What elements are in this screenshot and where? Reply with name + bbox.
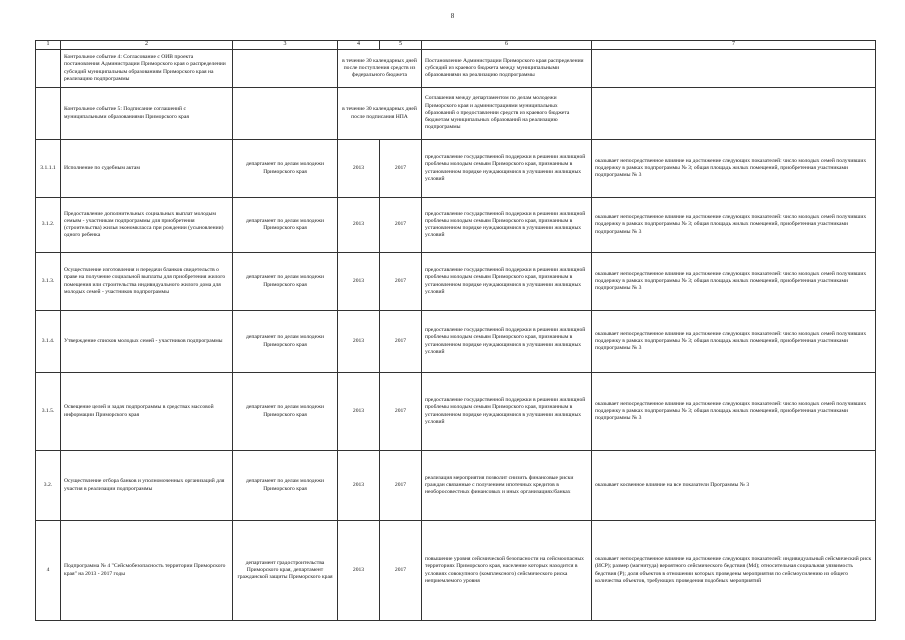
program-events-table bbox=[35, 40, 876, 621]
indicator-link bbox=[592, 88, 876, 140]
row-number: 3.1.4. bbox=[36, 311, 61, 373]
executor: департамент по делам молодежи Приморского края bbox=[233, 198, 338, 253]
deadline: в течение 30 календарных дней после поступления средств из федерального бюджета bbox=[338, 50, 422, 88]
table-row bbox=[36, 198, 876, 253]
event-name: Контрольное событие 4: Согласование с ОИВ проекта постановления Администрации Приморского края о распределении субсидий муниципальным образованиям Приморского края на реализацию подпрограммы bbox=[61, 50, 233, 88]
table-row bbox=[36, 451, 876, 521]
header-cell: 1 bbox=[36, 41, 61, 50]
end-year: 2017 bbox=[380, 451, 422, 521]
row-number: 3.1.5. bbox=[36, 373, 61, 451]
row-number: 3.1.1.1 bbox=[36, 140, 61, 198]
executor: департамент по делам молодежи Приморского края bbox=[233, 373, 338, 451]
table-row bbox=[36, 50, 876, 88]
start-year: 2013 bbox=[338, 521, 380, 621]
end-year: 2017 bbox=[380, 253, 422, 311]
indicator-link: оказывает непосредственное влияние на достижение следующих показателей: число молодых семей получивших поддержку в рамках подпрограммы № 3; общая площадь жилых помещений, приобретенная участниками подпрограммы № 3 bbox=[592, 253, 876, 311]
event-name: Осуществление изготовления и передачи бланков свидетельств о праве на получение социальной выплаты для приобретения жилого помещения или строительства индивидуального жилого дома для молодых семей - участников подпрограммы bbox=[61, 253, 233, 311]
table-row bbox=[36, 373, 876, 451]
row-number: 3.2. bbox=[36, 451, 61, 521]
table-row bbox=[36, 521, 876, 621]
executor: департамент градостроительства Приморского края, департамент гражданской защиты Приморского края bbox=[233, 521, 338, 621]
end-year: 2017 bbox=[380, 311, 422, 373]
start-year: 2013 bbox=[338, 140, 380, 198]
start-year: 2013 bbox=[338, 451, 380, 521]
start-year: 2013 bbox=[338, 253, 380, 311]
table-header-row bbox=[36, 41, 876, 50]
header-cell: 2 bbox=[61, 41, 233, 50]
end-year: 2017 bbox=[380, 373, 422, 451]
table-row bbox=[36, 88, 876, 140]
start-year: 2013 bbox=[338, 198, 380, 253]
expected-result: Соглашения между департаментом по делам молодежи Приморского края и администрациями муниципальных образований о предоставлении средств из краевого бюджета бюджетам муниципальных образований на реализацию подпрограммы bbox=[422, 88, 592, 140]
header-cell: 6 bbox=[422, 41, 592, 50]
expected-result: предоставление государственной поддержки в решении жилищной проблемы молодым семьям Приморского края, признанным в установленном порядке нуждающимися в улучшении жилищных условий bbox=[422, 311, 592, 373]
executor: департамент по делам молодежи Приморского края bbox=[233, 140, 338, 198]
executor: департамент по делам молодежи Приморского края bbox=[233, 311, 338, 373]
expected-result: Постановление Администрации Приморского края распределении субсидий из краевого бюджета между муниципальными образованиями на реализацию подпрограммы bbox=[422, 50, 592, 88]
header-cell: 3 bbox=[233, 41, 338, 50]
table-row bbox=[36, 253, 876, 311]
event-name: Осуществление отбора банков и уполномоченных организаций для участия в реализации подпрограммы bbox=[61, 451, 233, 521]
row-number: 3.1.3. bbox=[36, 253, 61, 311]
executor: департамент по делам молодежи Приморского края bbox=[233, 451, 338, 521]
expected-result: повышение уровня сейсмической безопасности на сейсмоопасных территориях Приморского края, население которых находится в условиях совокупного (комплексного) сейсмического риска неприемлемого уровня bbox=[422, 521, 592, 621]
indicator-link: оказывает непосредственное влияние на достижение следующих показателей: число молодых семей получивших поддержку в рамках подпрограммы № 3; общая площадь жилых помещений, приобретенная участниками подпрограммы № 3 bbox=[592, 311, 876, 373]
expected-result: предоставление государственной поддержки в решении жилищной проблемы молодым семьям Приморского края, признанным в установленном порядке нуждающимися в улучшении жилищных условий bbox=[422, 373, 592, 451]
header-cell: 4 bbox=[338, 41, 380, 50]
indicator-link: оказывает непосредственное влияние на достижение следующих показателей: число молодых семей получивших поддержку в рамках подпрограммы № 3; общая площадь жилых помещений, приобретенная участниками подпрограммы № 3 bbox=[592, 373, 876, 451]
row-number: 3.1.2. bbox=[36, 198, 61, 253]
row-number bbox=[36, 88, 61, 140]
header-cell: 7 bbox=[592, 41, 876, 50]
page-number: 8 bbox=[450, 12, 455, 20]
event-name: Контрольное событие 5: Подписание соглашений с муниципальными образованиями Приморского края bbox=[61, 88, 233, 140]
event-name: Предоставление дополнительных социальных выплат молодым семьям - участникам подпрограммы для приобретения (строительства) жилья экономкласса при рождении (усыновлении) одного ребенка bbox=[61, 198, 233, 253]
executor bbox=[233, 88, 338, 140]
row-number: 4 bbox=[36, 521, 61, 621]
end-year: 2017 bbox=[380, 198, 422, 253]
event-name: Освещение целей и задач подпрограммы в средствах массовой информации Приморского края bbox=[61, 373, 233, 451]
event-name: Утверждение списков молодых семей - участников подпрограммы bbox=[61, 311, 233, 373]
start-year: 2013 bbox=[338, 373, 380, 451]
indicator-link: оказывает непосредственное влияние на достижение следующих показателей: индивидуальный сейсмический риск (ИСР); размер (магнитуда) вероятного сейсмического бедствия (Md); относительная социальная уязвимость бедствия (Р); доля объектов в отношении которых проведены мероприятия по сейсмоусилению из общего количества объектов, требующих проведения подобных мероприятий bbox=[592, 521, 876, 621]
expected-result: предоставление государственной поддержки в решении жилищной проблемы молодым семьям Приморского края, признанным в установленном порядке нуждающимися в улучшении жилищных условий bbox=[422, 198, 592, 253]
end-year: 2017 bbox=[380, 140, 422, 198]
indicator-link: оказывает непосредственное влияние на достижение следующих показателей: число молодых семей получивших поддержку в рамках подпрограммы № 3; общая площадь жилых помещений, приобретенная участниками подпрограммы № 3 bbox=[592, 140, 876, 198]
event-name: Исполнение по судебным актам bbox=[61, 140, 233, 198]
row-number bbox=[36, 50, 61, 88]
indicator-link bbox=[592, 50, 876, 88]
header-cell: 5 bbox=[380, 41, 422, 50]
expected-result: реализация мероприятия позволит снизить финансовые риски граждан связанные с получением ипотечных кредитов в необоросовестных финансовых и иных организациях/банках bbox=[422, 451, 592, 521]
table-row bbox=[36, 140, 876, 198]
deadline: в течение 30 календарных дней после подписания НПА bbox=[338, 88, 422, 140]
start-year: 2013 bbox=[338, 311, 380, 373]
table-row bbox=[36, 311, 876, 373]
executor: департамент по делам молодежи Приморского края bbox=[233, 253, 338, 311]
expected-result: предоставление государственной поддержки в решении жилищной проблемы молодым семьям Приморского края, признанным в установленном порядке нуждающимися в улучшении жилищных условий bbox=[422, 140, 592, 198]
end-year: 2017 bbox=[380, 521, 422, 621]
indicator-link: оказывает непосредственное влияние на достижение следующих показателей: число молодых семей получивших поддержку в рамках подпрограммы № 3; общая площадь жилых помещений, приобретенная участниками подпрограммы № 3 bbox=[592, 198, 876, 253]
indicator-link: оказывает косвенное влияние на все показатели Программы № 3 bbox=[592, 451, 876, 521]
subprogram-name: Подпрограмма № 4 "Сейсмобезопасность территории Приморского края" на 2013 - 2017 годы bbox=[61, 521, 233, 621]
expected-result: предоставление государственной поддержки в решении жилищной проблемы молодым семьям Приморского края, признанным в установленном порядке нуждающимися в улучшении жилищных условий bbox=[422, 253, 592, 311]
executor bbox=[233, 50, 338, 88]
